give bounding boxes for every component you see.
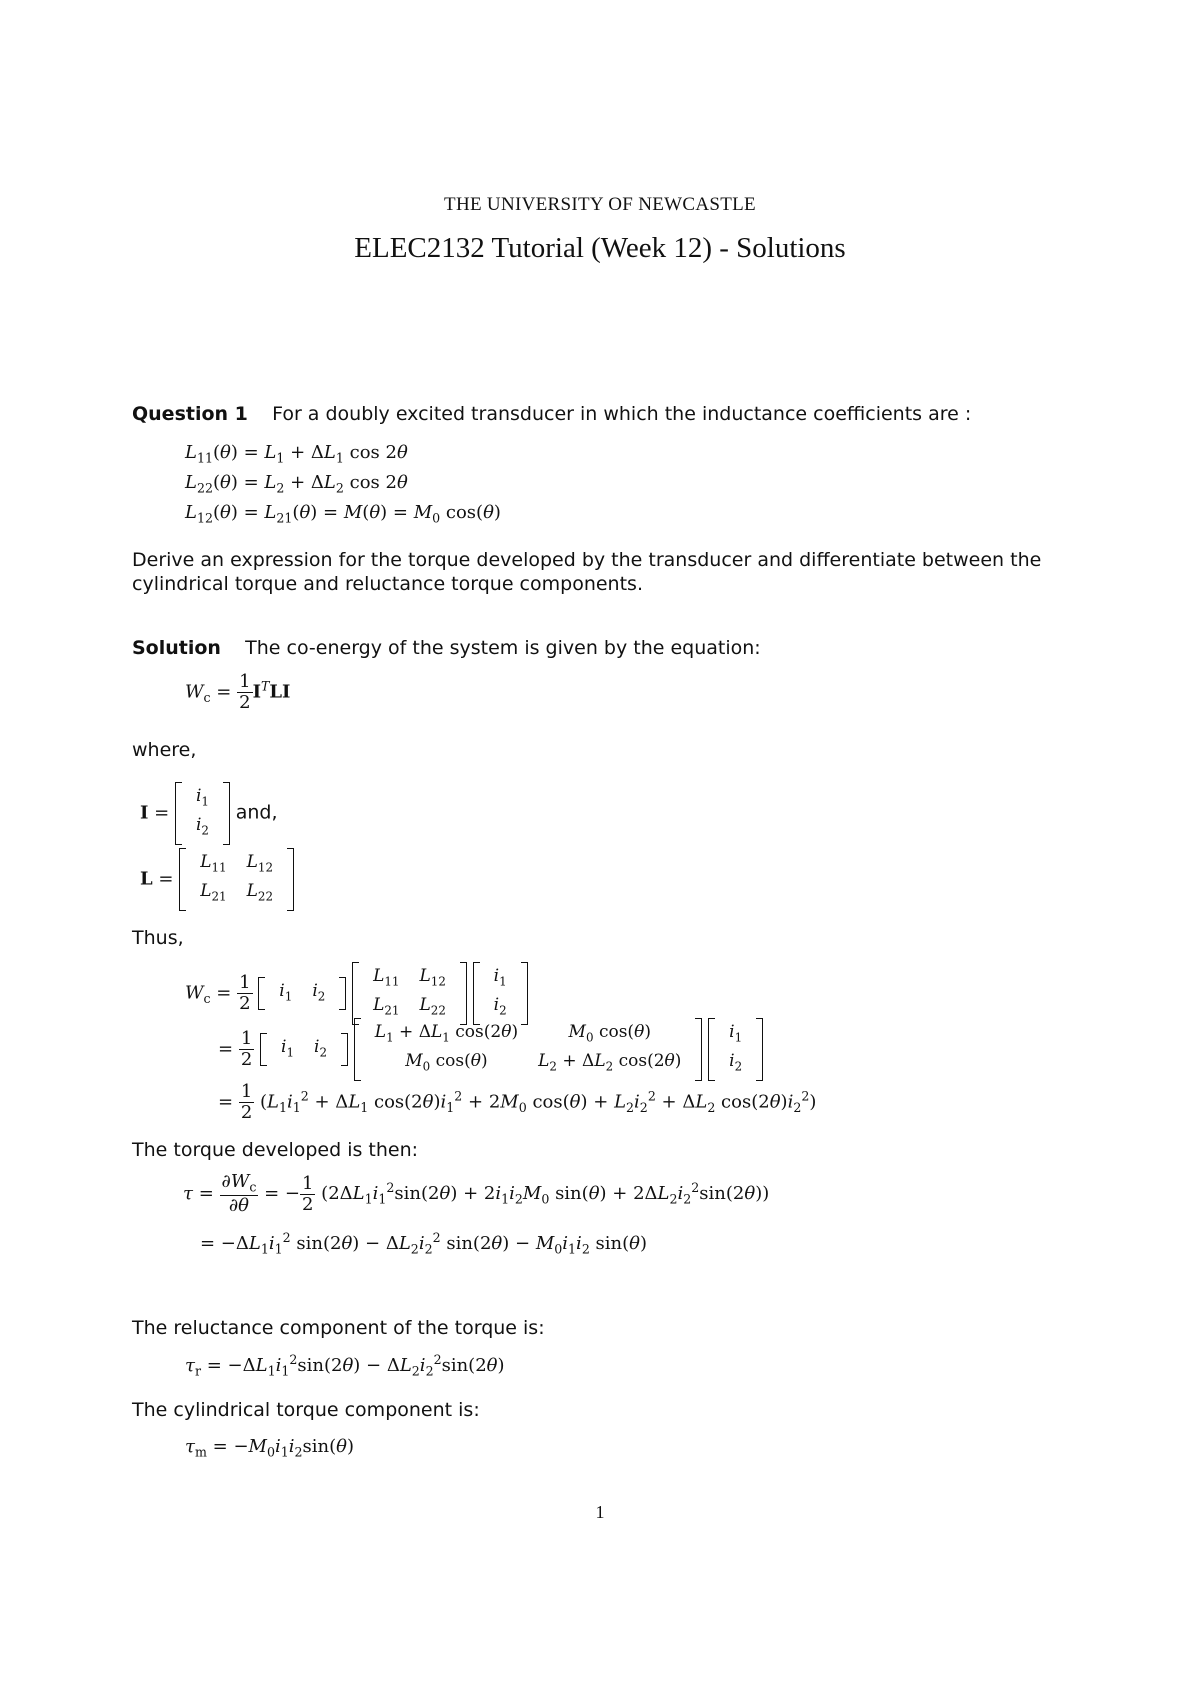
question-line bbox=[132, 402, 1092, 426]
solution-label: Solution bbox=[132, 637, 221, 659]
university-name: THE UNIVERSITY OF NEWCASTLE bbox=[444, 194, 756, 215]
thus-text: Thus, bbox=[132, 927, 184, 949]
inductance-matrix: $L_{11}$ $L_{12}$ $L_{21}$ $L_{22}$ bbox=[179, 848, 294, 911]
solution-intro: The co-energy of the system is given by the equation: bbox=[245, 637, 761, 659]
question-intro: For a doubly excited transducer in which the inductance coefficients are : bbox=[272, 403, 972, 425]
cylindrical-text: The cylindrical torque component is: bbox=[132, 1399, 480, 1421]
equation-reluctance-torque: $\tau_r = -\Delta L_1i_1^2\sin(2\theta) - \Delta L_2i_2^2\sin(2\theta)$ bbox=[185, 1352, 505, 1379]
solution-line bbox=[132, 636, 1092, 660]
equation-expansion-2: = $\frac{1}{2}$ $i_1$ $i_2$ $L_1 + \Delta L_1$ cos(2θ) $M_0$ cos(θ) $M_0$ cos(θ) $L_2 + \Delta L_2$ cos(2θ) $i_1$ $i_2$ bbox=[218, 1018, 763, 1081]
inductance-matrix-definition: L = $L_{11}$ $L_{12}$ $L_{21}$ $L_{22}$ bbox=[140, 848, 294, 911]
equation-coenergy: $W_c$ = $\frac{1}{2}$ $I^TLI$ bbox=[185, 671, 291, 713]
equation-l11: $L_{11}(\theta) = L_1 + \Delta L_1$ cos 2θ bbox=[185, 442, 408, 466]
equation-expansion-1: $W_c$ = $\frac{1}{2}$ $i_1$ $i_2$ $L_{11}$ $L_{12}$ $L_{21}$ $L_{22}$ $i_1$ $i_2$ bbox=[185, 962, 528, 1025]
current-vector: $i_1$ $i_2$ bbox=[175, 782, 230, 845]
page-title: ELEC2132 Tutorial (Week 12) - Solutions bbox=[354, 232, 846, 264]
torque-text: The torque developed is then: bbox=[132, 1139, 419, 1161]
equation-cylindrical-torque: $\tau_m = -M_0i_1i_2\sin(\theta)$ bbox=[185, 1436, 355, 1460]
where-text: where, bbox=[132, 739, 197, 761]
equation-torque-2: = $-\Delta L_1i_1^2$ $\sin(2\theta) - \Delta L_2i_2^2$ $\sin(2\theta) - M_0i_1i_2$ sin(θ) bbox=[200, 1230, 648, 1257]
equation-expansion-3: = $\frac{1}{2}$ ($L_1i_1^2 + \Delta L_1$ $\cos(2\theta)i_1^2 + 2M_0$ $\cos(\theta) + L_2i_2^2 + \Delta L_2$ $\cos(2\theta)i_2^2$) bbox=[218, 1081, 817, 1123]
page-number: 1 bbox=[595, 1502, 605, 1522]
equation-torque-1: τ = $\frac{\partial W_c}{\partial\theta}$ = − $\frac{1}{2}$ ($2\Delta L_1i_1^2\sin(2\theta) + 2i_1i_2M_0$ $\sin(\theta) + 2\Delta L_2i_2^2\sin(2\theta)$) bbox=[183, 1171, 770, 1217]
question-task: Derive an expression for the torque developed by the transducer and differentiate between the cylindrical torque and reluctance torque components. bbox=[132, 549, 1042, 595]
current-vector-definition: I = $i_1$ $i_2$ and, bbox=[140, 782, 278, 845]
equation-l22: $L_{22}(\theta) = L_2 + \Delta L_2$ cos 2θ bbox=[185, 472, 408, 496]
equation-l12: $L_{12}(\theta) = L_{21}(\theta) = M(\theta) = M_0$ cos(θ) bbox=[185, 502, 501, 526]
and-text: and, bbox=[235, 801, 278, 824]
question-label: Question 1 bbox=[132, 403, 248, 425]
reluctance-text: The reluctance component of the torque is: bbox=[132, 1317, 545, 1339]
